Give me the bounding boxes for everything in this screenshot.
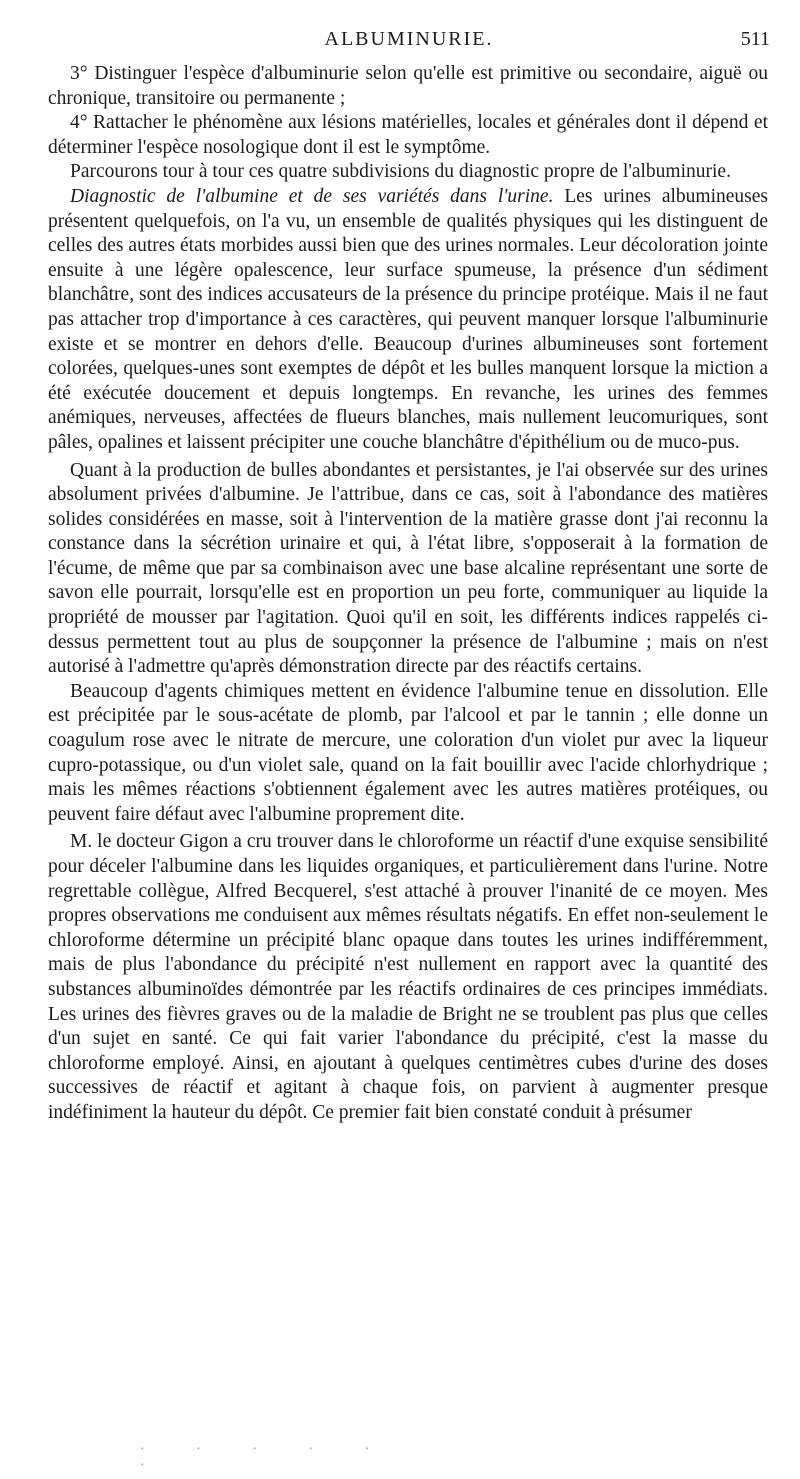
page-number: 511 xyxy=(740,28,770,50)
running-title: ALBUMINURIE. xyxy=(324,28,494,50)
paragraph-gigon: M. le docteur Gigon a cru trouver dans le chloroforme un réactif d'une exquise sensibilité pour déceler l'albumine dans les liquides organiques, et particulièrement dans l'urine. Notre regrettable collègue, Alfred Becquerel, s'est attaché à prouver l'inanité de ce moyen. Mes propres observations me conduisent aux mêmes résultats négatifs. En effet non-seulement le chloroforme détermine un précipité blanc opaque dans toutes les urines indifféremment, mais de plus l'abondance du précipité n'est nullement en rapport avec la quantité des substances albuminoïdes démontrée par les réactifs ordinaires de ces principes immédiats. Les urines des fièvres graves ou de la maladie de Bright ne se troublent pas plus que celles d'un sujet en santé. Ce qui fait varier l'abondance du précipité, c'est la masse du chloroforme employé. Ainsi, en ajoutant à quelques centimètres cubes d'urine des doses successives de réactif et agitant à chaque fois, on parvient à augmenter presque indéfiniment la hauteur du dépôt. Ce premier fait bien constaté conduit à présumer xyxy=(48,831,768,1123)
page-header xyxy=(48,28,770,56)
paragraph-diagnostic xyxy=(48,185,768,456)
paragraph-bulles: Quant à la production de bulles abondantes et persistantes, je l'ai observée sur des urines absolument privées d'albumine. Je l'attribue, dans ce cas, soit à l'abondance des matières solides considérées en masse, soit à l'intervention de la matière grasse dont j'ai reconnu la constance dans la sécrétion urinaire et qui, à l'état libre, s'opposerait à la formation de l'écume, de même que par sa combinaison avec une base alcaline représentant une sorte de savon elle pourrait, lorsqu'elle est en proportion un peu forte, communiquer au liquide la propriété de mousser par l'agitation. Quoi qu'il en soit, les différents indices rappelés ci-dessus permettent tout au plus de soupçonner la présence de l'albumine ; mais on n'est autorisé à l'admettre qu'après démonstration directe par des réactifs certains. xyxy=(48,459,768,678)
paragraph-item-4: 4° Rattacher le phénomène aux lésions matérielles, locales et générales dont il dépend et déterminer l'espèce nosologique dont il est le symptôme. xyxy=(48,112,768,158)
body-text xyxy=(48,62,768,1126)
paragraph-subdivisions: Parcourons tour à tour ces quatre subdivisions du diagnostic propre de l'albuminurie. xyxy=(70,161,731,183)
paragraph-agents-chimiques: Beaucoup d'agents chimiques mettent en évidence l'albumine tenue en dissolution. Elle est précipitée par le sous-acétate de plomb, par l'alcool et par le tannin ; elle donne un coagulum rose avec le nitrate de mercure, une coloration d'un violet pur avec la liqueur cupro-potassique, ou d'un violet sale, quand on la fait bouillir avec l'acide chlorhydrique ; mais les mêmes réactions s'obtiennent également avec les autres matières protéiques, ou peuvent faire défaut avec l'albumine proprement dite. xyxy=(48,680,768,825)
paragraph-item-3: 3° Distinguer l'espèce d'albuminurie selon qu'elle est primitive ou secondaire, aiguë ou chronique, transitoire ou permanente ; xyxy=(48,63,768,109)
print-specks: · · · · · · xyxy=(140,1442,394,1473)
section-heading: Diagnostic de l'albumine et de ses variétés dans l'urine. xyxy=(70,185,554,207)
section-lead-text: Les urines albumineuses présentent quelquefois, on l'a vu, un ensemble de qualités physiques qui les distinguent de celles des autres états morbides aussi bien que des urines normales. Leur décoloration jointe ensuite à une légère opalescence, leur surface spumeuse, la présence d'un sédiment blanchâtre, sont des indices accusateurs de la présence du principe protéique. Mais il ne faut pas attacher trop d'importance à ces caractères, qui peuvent manquer lorsque l'albuminurie existe et se montrer en dehors d'elle. Beaucoup d'urines albumineuses sont fortement colorées, quelques-unes sont exemptes de dépôt et les bulles manquent lorsque la miction a été exécutée doucement et depuis longtemps. En revanche, les urines des femmes anémiques, nerveuses, affectées de flueurs blanches, mais nullement leucomuriques, sont pâles, opalines et laissent précipiter une couche blanchâtre d'épithélium ou de muco-pus. xyxy=(48,185,768,453)
